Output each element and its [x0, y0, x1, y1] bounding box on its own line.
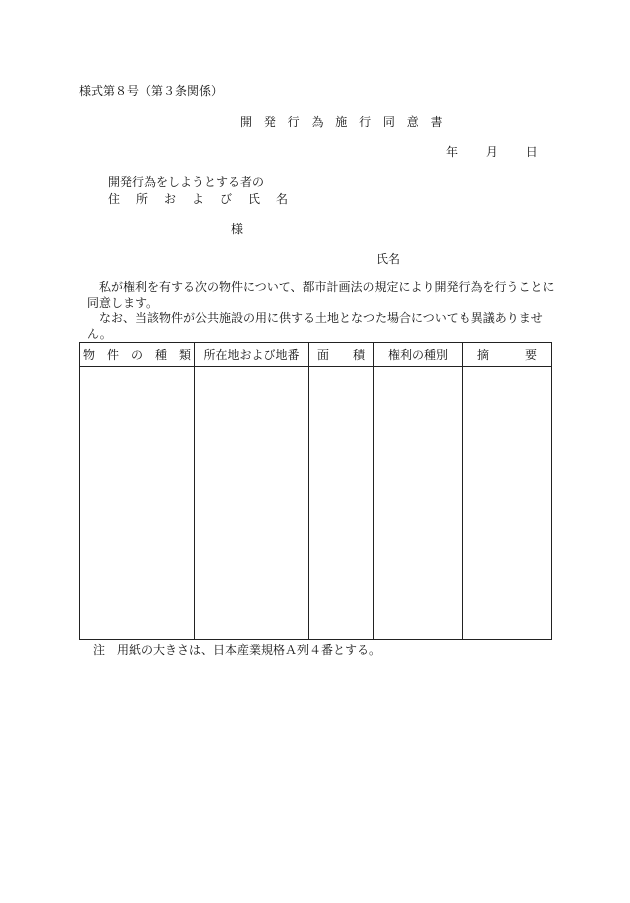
- footnote: 注 用紙の大きさは、日本産業規格Ａ列４番とする。: [93, 643, 382, 657]
- addressee-line2: 住 所 お よ び 氏 名: [108, 192, 291, 206]
- date-day-label: 日: [525, 145, 538, 159]
- date-year-label: 年: [446, 145, 459, 159]
- signer-name-label: 氏名: [376, 252, 401, 266]
- form-number: 様式第８号（第３条関係）: [79, 84, 224, 98]
- cell-remarks[interactable]: [463, 367, 552, 640]
- column-header-location: 所在地および地番: [195, 343, 309, 367]
- addressee-line1: 開発行為をしようとする者の: [108, 175, 265, 189]
- column-header-property-type: 物 件 の 種 類: [80, 343, 195, 367]
- column-header-right-type: 権利の種別: [374, 343, 463, 367]
- column-header-remarks: 摘 要: [463, 343, 552, 367]
- cell-location[interactable]: [195, 367, 309, 640]
- cell-property-type[interactable]: [80, 367, 195, 640]
- public-facility-paragraph: なお、当該物件が公共施設の用に供する土地となつた場合についても異議ありません。: [87, 311, 543, 341]
- table-row: [80, 367, 552, 640]
- document-title: 開 発 行 為 施 行 同 意 書: [240, 115, 446, 129]
- consent-paragraph: 私が権利を有する次の物件について、都市計画法の規定により開発行為を行うことに同意します。: [87, 280, 555, 310]
- column-header-area: 面 積: [309, 343, 374, 367]
- table-header-row: [80, 343, 552, 367]
- date-month-label: 月: [485, 145, 498, 159]
- date-line: [446, 143, 552, 160]
- cell-area[interactable]: [309, 367, 374, 640]
- property-table: [79, 342, 552, 640]
- addressee-honorific: 様: [231, 222, 244, 236]
- cell-right-type[interactable]: [374, 367, 463, 640]
